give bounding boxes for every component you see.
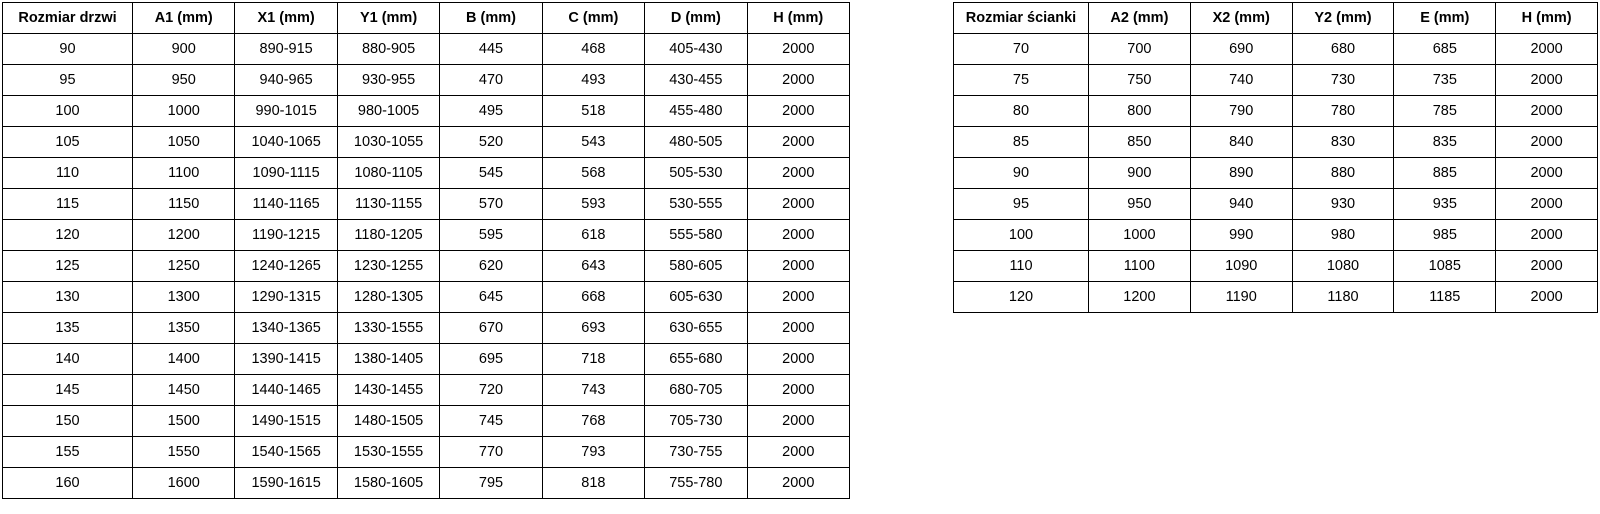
table-cell: 690 bbox=[1190, 34, 1292, 65]
table-row bbox=[3, 96, 850, 127]
table-cell: 1540-1565 bbox=[235, 437, 337, 468]
table-cell: 493 bbox=[542, 65, 644, 96]
door-table-body bbox=[3, 34, 850, 499]
table-row bbox=[954, 251, 1598, 282]
table-cell: 1350 bbox=[133, 313, 235, 344]
table-cell: 120 bbox=[3, 220, 133, 251]
table-cell: 680 bbox=[1292, 34, 1394, 65]
table-cell: 1190 bbox=[1190, 282, 1292, 313]
table-cell: 1050 bbox=[133, 127, 235, 158]
table-row bbox=[3, 468, 850, 499]
table-cell: 2000 bbox=[747, 313, 849, 344]
table-cell: 668 bbox=[542, 282, 644, 313]
table-row bbox=[3, 65, 850, 96]
table-cell: 950 bbox=[1089, 189, 1191, 220]
table-cell: 645 bbox=[440, 282, 542, 313]
table-cell: 718 bbox=[542, 344, 644, 375]
wall-dimensions-table bbox=[953, 2, 1598, 313]
table-cell: 2000 bbox=[1496, 189, 1598, 220]
table-cell: 2000 bbox=[747, 158, 849, 189]
table-cell: 1440-1465 bbox=[235, 375, 337, 406]
table-cell: 2000 bbox=[1496, 127, 1598, 158]
table-cell: 1185 bbox=[1394, 282, 1496, 313]
column-header: Y2 (mm) bbox=[1292, 3, 1394, 34]
table-cell: 680-705 bbox=[645, 375, 747, 406]
column-header: C (mm) bbox=[542, 3, 644, 34]
table-row bbox=[954, 189, 1598, 220]
table-row bbox=[3, 282, 850, 313]
table-cell: 755-780 bbox=[645, 468, 747, 499]
table-cell: 940-965 bbox=[235, 65, 337, 96]
table-cell: 605-630 bbox=[645, 282, 747, 313]
table-cell: 2000 bbox=[747, 406, 849, 437]
column-header: H (mm) bbox=[747, 3, 849, 34]
table-cell: 818 bbox=[542, 468, 644, 499]
table-cell: 480-505 bbox=[645, 127, 747, 158]
table-cell: 2000 bbox=[747, 282, 849, 313]
table-cell: 543 bbox=[542, 127, 644, 158]
table-cell: 930 bbox=[1292, 189, 1394, 220]
table-cell: 2000 bbox=[1496, 251, 1598, 282]
table-row bbox=[3, 251, 850, 282]
table-row bbox=[3, 437, 850, 468]
table-row bbox=[3, 313, 850, 344]
table-cell: 568 bbox=[542, 158, 644, 189]
column-header: Rozmiar drzwi bbox=[3, 3, 133, 34]
table-row bbox=[954, 34, 1598, 65]
table-cell: 1090 bbox=[1190, 251, 1292, 282]
table-cell: 160 bbox=[3, 468, 133, 499]
table-cell: 980 bbox=[1292, 220, 1394, 251]
table-cell: 1190-1215 bbox=[235, 220, 337, 251]
table-cell: 1380-1405 bbox=[337, 344, 439, 375]
table-cell: 630-655 bbox=[645, 313, 747, 344]
column-header: Y1 (mm) bbox=[337, 3, 439, 34]
table-cell: 1150 bbox=[133, 189, 235, 220]
table-cell: 830 bbox=[1292, 127, 1394, 158]
table-cell: 445 bbox=[440, 34, 542, 65]
table-cell: 620 bbox=[440, 251, 542, 282]
table-row bbox=[954, 282, 1598, 313]
table-cell: 750 bbox=[1089, 65, 1191, 96]
table-cell: 1080 bbox=[1292, 251, 1394, 282]
table-cell: 990-1015 bbox=[235, 96, 337, 127]
column-header: H (mm) bbox=[1496, 3, 1598, 34]
table-cell: 900 bbox=[133, 34, 235, 65]
table-cell: 1000 bbox=[1089, 220, 1191, 251]
table-cell: 468 bbox=[542, 34, 644, 65]
table-cell: 700 bbox=[1089, 34, 1191, 65]
table-row bbox=[954, 220, 1598, 251]
table-cell: 90 bbox=[3, 34, 133, 65]
table-cell: 1100 bbox=[1089, 251, 1191, 282]
table-cell: 125 bbox=[3, 251, 133, 282]
table-cell: 2000 bbox=[747, 437, 849, 468]
table-cell: 780 bbox=[1292, 96, 1394, 127]
table-cell: 495 bbox=[440, 96, 542, 127]
table-cell: 1000 bbox=[133, 96, 235, 127]
table-cell: 1480-1505 bbox=[337, 406, 439, 437]
table-row bbox=[3, 189, 850, 220]
table-cell: 95 bbox=[3, 65, 133, 96]
table-cell: 785 bbox=[1394, 96, 1496, 127]
table-cell: 2000 bbox=[1496, 282, 1598, 313]
table-cell: 1040-1065 bbox=[235, 127, 337, 158]
table-cell: 735 bbox=[1394, 65, 1496, 96]
table-cell: 520 bbox=[440, 127, 542, 158]
table-cell: 2000 bbox=[747, 189, 849, 220]
table-cell: 1280-1305 bbox=[337, 282, 439, 313]
table-cell: 1330-1555 bbox=[337, 313, 439, 344]
table-cell: 70 bbox=[954, 34, 1089, 65]
column-header: E (mm) bbox=[1394, 3, 1496, 34]
table-cell: 1130-1155 bbox=[337, 189, 439, 220]
table-cell: 150 bbox=[3, 406, 133, 437]
door-table-header bbox=[3, 3, 850, 34]
table-row bbox=[954, 158, 1598, 189]
table-cell: 2000 bbox=[1496, 158, 1598, 189]
table-cell: 570 bbox=[440, 189, 542, 220]
table-cell: 1090-1115 bbox=[235, 158, 337, 189]
table-cell: 545 bbox=[440, 158, 542, 189]
table-cell: 90 bbox=[954, 158, 1089, 189]
wall-table-header bbox=[954, 3, 1598, 34]
table-cell: 930-955 bbox=[337, 65, 439, 96]
table-cell: 695 bbox=[440, 344, 542, 375]
table-cell: 105 bbox=[3, 127, 133, 158]
table-cell: 405-430 bbox=[645, 34, 747, 65]
table-row bbox=[3, 34, 850, 65]
table-cell: 2000 bbox=[747, 34, 849, 65]
table-cell: 100 bbox=[954, 220, 1089, 251]
wall-table-body bbox=[954, 34, 1598, 313]
table-cell: 980-1005 bbox=[337, 96, 439, 127]
table-cell: 110 bbox=[954, 251, 1089, 282]
table-cell: 1530-1555 bbox=[337, 437, 439, 468]
column-header: X2 (mm) bbox=[1190, 3, 1292, 34]
table-cell: 2000 bbox=[747, 251, 849, 282]
table-cell: 593 bbox=[542, 189, 644, 220]
header-row bbox=[3, 3, 850, 34]
table-cell: 1240-1265 bbox=[235, 251, 337, 282]
table-row bbox=[3, 406, 850, 437]
table-cell: 115 bbox=[3, 189, 133, 220]
table-cell: 2000 bbox=[747, 468, 849, 499]
column-header: D (mm) bbox=[645, 3, 747, 34]
table-cell: 730 bbox=[1292, 65, 1394, 96]
column-header: Rozmiar ścianki bbox=[954, 3, 1089, 34]
table-cell: 100 bbox=[3, 96, 133, 127]
table-cell: 505-530 bbox=[645, 158, 747, 189]
table-cell: 720 bbox=[440, 375, 542, 406]
table-row bbox=[3, 220, 850, 251]
table-cell: 790 bbox=[1190, 96, 1292, 127]
table-cell: 670 bbox=[440, 313, 542, 344]
table-cell: 85 bbox=[954, 127, 1089, 158]
table-cell: 693 bbox=[542, 313, 644, 344]
table-cell: 618 bbox=[542, 220, 644, 251]
table-cell: 2000 bbox=[747, 65, 849, 96]
table-cell: 730-755 bbox=[645, 437, 747, 468]
table-cell: 990 bbox=[1190, 220, 1292, 251]
header-row bbox=[954, 3, 1598, 34]
table-cell: 770 bbox=[440, 437, 542, 468]
table-cell: 1600 bbox=[133, 468, 235, 499]
table-cell: 1550 bbox=[133, 437, 235, 468]
door-dimensions-table bbox=[2, 2, 850, 499]
table-cell: 2000 bbox=[747, 375, 849, 406]
table-cell: 705-730 bbox=[645, 406, 747, 437]
table-cell: 1230-1255 bbox=[337, 251, 439, 282]
table-cell: 1490-1515 bbox=[235, 406, 337, 437]
table-cell: 135 bbox=[3, 313, 133, 344]
table-cell: 430-455 bbox=[645, 65, 747, 96]
table-cell: 95 bbox=[954, 189, 1089, 220]
table-cell: 1340-1365 bbox=[235, 313, 337, 344]
table-cell: 745 bbox=[440, 406, 542, 437]
table-cell: 950 bbox=[133, 65, 235, 96]
table-cell: 1450 bbox=[133, 375, 235, 406]
table-cell: 2000 bbox=[1496, 65, 1598, 96]
table-cell: 2000 bbox=[747, 344, 849, 375]
table-cell: 145 bbox=[3, 375, 133, 406]
table-cell: 1500 bbox=[133, 406, 235, 437]
table-cell: 743 bbox=[542, 375, 644, 406]
table-cell: 940 bbox=[1190, 189, 1292, 220]
table-cell: 1390-1415 bbox=[235, 344, 337, 375]
table-cell: 2000 bbox=[1496, 96, 1598, 127]
table-row bbox=[954, 127, 1598, 158]
table-cell: 110 bbox=[3, 158, 133, 189]
table-cell: 1430-1455 bbox=[337, 375, 439, 406]
table-cell: 2000 bbox=[747, 96, 849, 127]
table-cell: 793 bbox=[542, 437, 644, 468]
column-header: B (mm) bbox=[440, 3, 542, 34]
table-cell: 890 bbox=[1190, 158, 1292, 189]
table-cell: 580-605 bbox=[645, 251, 747, 282]
table-cell: 530-555 bbox=[645, 189, 747, 220]
table-cell: 1300 bbox=[133, 282, 235, 313]
table-cell: 685 bbox=[1394, 34, 1496, 65]
table-cell: 1200 bbox=[1089, 282, 1191, 313]
table-cell: 555-580 bbox=[645, 220, 747, 251]
column-header: X1 (mm) bbox=[235, 3, 337, 34]
table-cell: 840 bbox=[1190, 127, 1292, 158]
column-header: A2 (mm) bbox=[1089, 3, 1191, 34]
table-cell: 595 bbox=[440, 220, 542, 251]
table-cell: 795 bbox=[440, 468, 542, 499]
table-cell: 140 bbox=[3, 344, 133, 375]
table-cell: 643 bbox=[542, 251, 644, 282]
table-cell: 470 bbox=[440, 65, 542, 96]
table-row bbox=[3, 375, 850, 406]
table-cell: 2000 bbox=[1496, 34, 1598, 65]
table-cell: 1030-1055 bbox=[337, 127, 439, 158]
table-row bbox=[3, 344, 850, 375]
table-cell: 1580-1605 bbox=[337, 468, 439, 499]
table-cell: 835 bbox=[1394, 127, 1496, 158]
table-cell: 740 bbox=[1190, 65, 1292, 96]
table-cell: 2000 bbox=[747, 220, 849, 251]
column-header: A1 (mm) bbox=[133, 3, 235, 34]
tables-row bbox=[2, 2, 1598, 499]
table-cell: 1085 bbox=[1394, 251, 1496, 282]
table-row bbox=[3, 127, 850, 158]
table-cell: 1080-1105 bbox=[337, 158, 439, 189]
table-cell: 1590-1615 bbox=[235, 468, 337, 499]
table-cell: 935 bbox=[1394, 189, 1496, 220]
table-cell: 1180 bbox=[1292, 282, 1394, 313]
table-cell: 455-480 bbox=[645, 96, 747, 127]
table-cell: 155 bbox=[3, 437, 133, 468]
table-cell: 885 bbox=[1394, 158, 1496, 189]
table-cell: 1290-1315 bbox=[235, 282, 337, 313]
table-cell: 890-915 bbox=[235, 34, 337, 65]
table-cell: 120 bbox=[954, 282, 1089, 313]
table-cell: 80 bbox=[954, 96, 1089, 127]
table-cell: 800 bbox=[1089, 96, 1191, 127]
table-cell: 1200 bbox=[133, 220, 235, 251]
table-cell: 2000 bbox=[747, 127, 849, 158]
table-cell: 880-905 bbox=[337, 34, 439, 65]
table-cell: 1140-1165 bbox=[235, 189, 337, 220]
table-cell: 768 bbox=[542, 406, 644, 437]
table-row bbox=[954, 96, 1598, 127]
table-row bbox=[954, 65, 1598, 96]
table-cell: 1100 bbox=[133, 158, 235, 189]
table-cell: 1180-1205 bbox=[337, 220, 439, 251]
table-cell: 1400 bbox=[133, 344, 235, 375]
table-cell: 518 bbox=[542, 96, 644, 127]
table-cell: 2000 bbox=[1496, 220, 1598, 251]
table-cell: 985 bbox=[1394, 220, 1496, 251]
table-row bbox=[3, 158, 850, 189]
table-cell: 1250 bbox=[133, 251, 235, 282]
table-cell: 900 bbox=[1089, 158, 1191, 189]
table-cell: 75 bbox=[954, 65, 1089, 96]
table-cell: 850 bbox=[1089, 127, 1191, 158]
table-cell: 880 bbox=[1292, 158, 1394, 189]
table-cell: 655-680 bbox=[645, 344, 747, 375]
table-cell: 130 bbox=[3, 282, 133, 313]
